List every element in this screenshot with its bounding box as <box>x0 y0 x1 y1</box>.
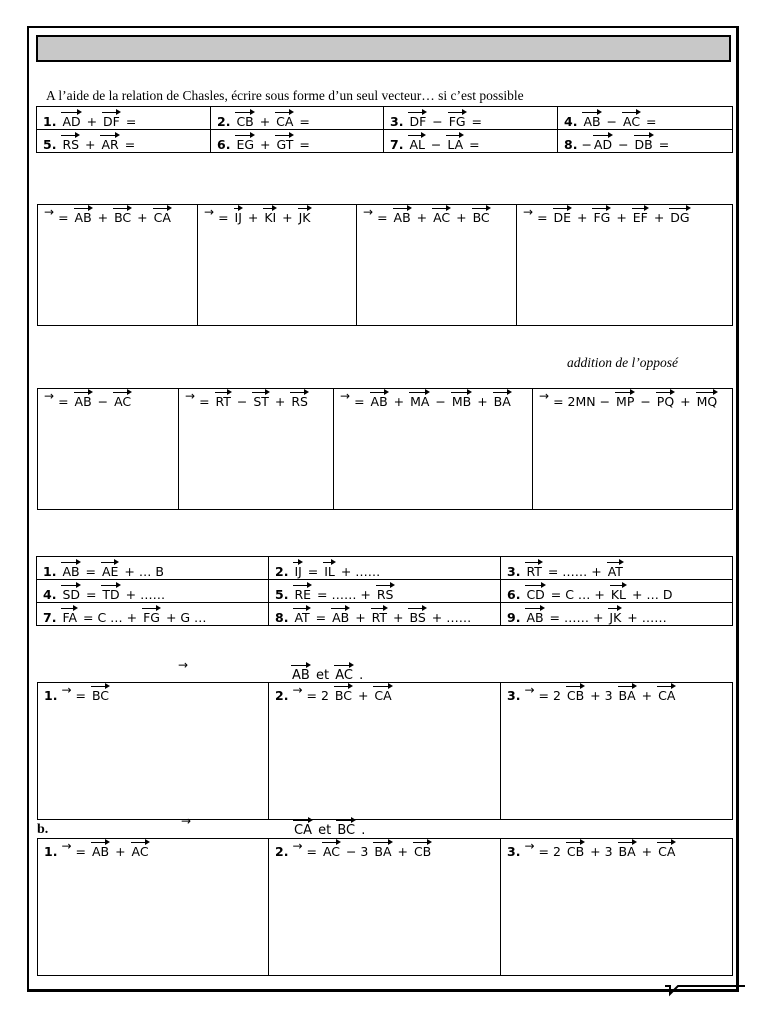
fill-blanks-table <box>36 556 733 626</box>
answer-box[interactable]: 2. → = 2 BC + CA <box>269 683 501 820</box>
basis-label-b: CA et BC . <box>294 823 366 838</box>
expr: = IJ + KI + JK <box>218 210 311 225</box>
vector-arrow-icon: → <box>363 205 374 219</box>
answer-box[interactable]: 2. → = AC − 3 BA + CB <box>269 839 501 976</box>
table-row <box>37 130 733 153</box>
intro-text: A l’aide de la relation de Chasles, écrire sous forme d’un seul vecteur… si c’est possible <box>46 88 524 103</box>
answer-box[interactable]: 3. → = 2 CB + 3 BA + CA <box>501 683 733 820</box>
chasles-table <box>36 106 733 153</box>
vector-arrow-icon: → <box>61 683 72 697</box>
cell: 2. CB + CA = <box>211 107 384 130</box>
cell: 3. DF − FG = <box>384 107 558 130</box>
answer-box[interactable]: 3. → = 2 CB + 3 BA + CA <box>501 839 733 976</box>
cell[interactable]: 3. RT = …… + AT <box>501 557 733 580</box>
cell[interactable]: 1. AB = AE + … B <box>37 557 269 580</box>
expr: = RT − ST + RS <box>199 394 308 409</box>
expr: = AC − 3 BA + CB <box>306 844 432 859</box>
answer-box[interactable] <box>334 389 533 510</box>
simplify-table-1 <box>37 204 733 326</box>
cell[interactable]: 7. FA = C … + FG + G … <box>37 603 269 626</box>
expr: AL − LA = <box>409 137 480 152</box>
expr: DF − FG = <box>409 114 483 129</box>
decompose-table-a <box>37 682 733 820</box>
page-curl-icon <box>665 981 745 997</box>
cell[interactable]: 6. CD = C … + KL + … D <box>501 580 733 603</box>
answer-box[interactable] <box>38 389 179 510</box>
answer-box[interactable]: 1. → = BC <box>38 683 269 820</box>
answer-box[interactable] <box>357 205 517 326</box>
expr: = 2 CB + 3 BA + CA <box>538 688 676 703</box>
table-row <box>37 557 733 580</box>
answer-box[interactable] <box>517 205 733 326</box>
expr: AT = AB + RT + BS + …… <box>294 610 472 625</box>
table-row <box>38 205 733 326</box>
expr: RT = …… + AT <box>526 564 623 579</box>
cell: 1. AD + DF = <box>37 107 211 130</box>
vector-arrow-icon: → <box>44 389 55 403</box>
expr: = AB + AC <box>75 844 149 859</box>
answer-box[interactable] <box>533 389 733 510</box>
expr: = AB + AC + BC <box>377 210 490 225</box>
expr: = AB + BC + CA <box>58 210 171 225</box>
expr: = 2 BC + CA <box>306 688 392 703</box>
hint-text: addition de l’opposé <box>567 355 678 370</box>
decompose-table-b <box>37 838 733 976</box>
expr: = 2 CB + 3 BA + CA <box>538 844 676 859</box>
cell: 6. EG + GT = <box>211 130 384 153</box>
table-row <box>37 603 733 626</box>
expr: AB = AE + … B <box>62 564 164 579</box>
title-bar <box>36 35 731 62</box>
cell: 5. RS + AR = <box>37 130 211 153</box>
vector-arrow-icon: → <box>178 658 189 672</box>
vector-arrow-icon: → <box>61 839 72 853</box>
simplify-table-2 <box>37 388 733 510</box>
expr: = BC <box>75 688 110 703</box>
answer-box[interactable] <box>38 205 198 326</box>
cell[interactable]: 8. AT = AB + RT + BS + …… <box>269 603 501 626</box>
table-row <box>38 389 733 510</box>
table-row <box>38 683 733 820</box>
vector-arrow-icon: → <box>523 205 534 219</box>
vector-arrow-icon: → <box>524 683 535 697</box>
vector-arrow-icon: → <box>539 389 550 403</box>
expr: = AB − AC <box>58 394 132 409</box>
cell[interactable]: 9. AB = …… + JK + …… <box>501 603 733 626</box>
expr: = DE + FG + EF + DG <box>537 210 690 225</box>
vector-arrow-icon: → <box>292 683 303 697</box>
expr: = 2MN − MP − PQ + MQ <box>553 394 718 409</box>
vector-arrow-icon: → <box>340 389 351 403</box>
expr: EG + GT = <box>236 137 310 152</box>
cell[interactable]: 4. SD = TD + …… <box>37 580 269 603</box>
vector-arrow-icon: → <box>524 839 535 853</box>
vector-arrow-icon: → <box>204 205 215 219</box>
expr: AB − AC = <box>583 114 657 129</box>
expr: FA = C … + FG + G … <box>62 610 207 625</box>
expr: AD + DF = <box>62 114 137 129</box>
vector-arrow-icon: → <box>185 389 196 403</box>
cell: 8. − AD − DB = <box>558 130 733 153</box>
expr: SD = TD + …… <box>62 587 166 602</box>
basis-label-a: AB et AC . <box>292 668 364 683</box>
cell[interactable]: 5. RE = …… + RS <box>269 580 501 603</box>
vector-arrow-icon: → <box>292 839 303 853</box>
exercise-b-letter: b. <box>37 822 49 837</box>
cell[interactable]: 2. IJ = IL + …… <box>269 557 501 580</box>
expr: RE = …… + RS <box>294 587 394 602</box>
answer-box[interactable] <box>198 205 357 326</box>
cell: 7. AL − LA = <box>384 130 558 153</box>
expr: AB = …… + JK + …… <box>526 610 667 625</box>
table-row <box>38 839 733 976</box>
answer-box[interactable] <box>179 389 334 510</box>
table-row <box>37 580 733 603</box>
expr: RS + AR = <box>62 137 136 152</box>
vector-arrow-icon: → <box>181 814 192 828</box>
expr: CD = C … + KL + … D <box>526 587 673 602</box>
vector-arrow-icon: → <box>44 205 55 219</box>
expr: − AD − DB = <box>581 137 670 152</box>
expr: CB + CA = <box>236 114 310 129</box>
expr: = AB + MA − MB + BA <box>354 394 511 409</box>
expr: IJ = IL + …… <box>294 564 381 579</box>
table-row <box>37 107 733 130</box>
answer-box[interactable]: 1. → = AB + AC <box>38 839 269 976</box>
cell: 4. AB − AC = <box>558 107 733 130</box>
